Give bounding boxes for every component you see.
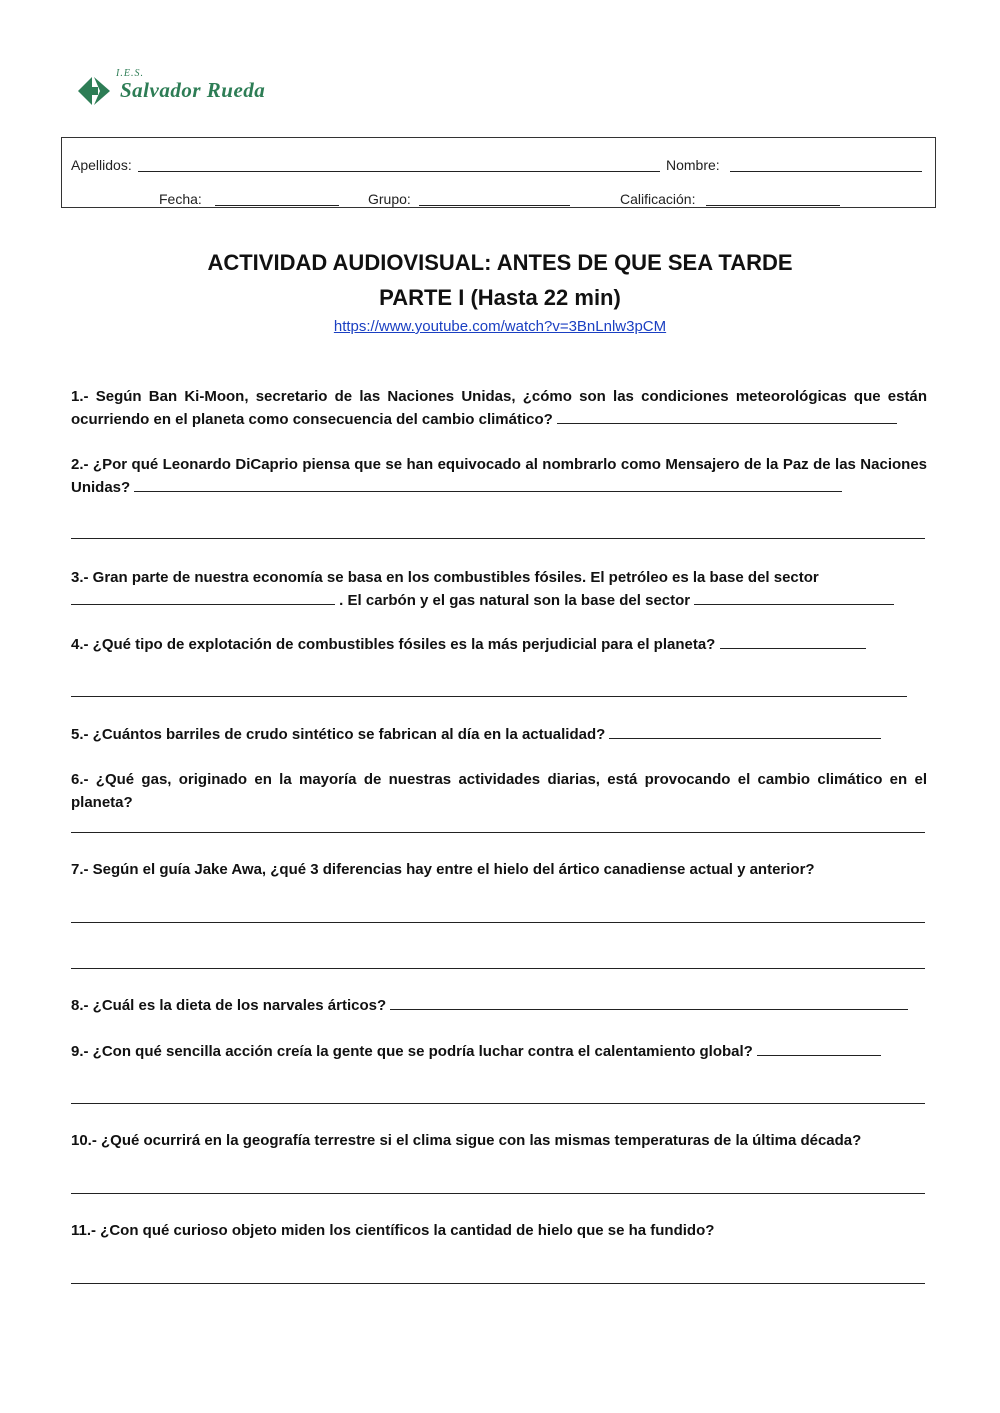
- question-text: 2.- ¿Por qué Leonardo DiCaprio piensa que se han equivocado al nombrarlo como Mensajero de la Paz de las Naciones Unidas?: [71, 456, 927, 496]
- student-info-box: [61, 137, 936, 208]
- logo-arrow-icon: [76, 74, 114, 108]
- question-text: 9.- ¿Con qué sencilla acción creía la gente que se podría luchar contra el calentamiento global?: [71, 1043, 753, 1060]
- question-text: 8.- ¿Cuál es la dieta de los narvales árticos?: [71, 997, 387, 1014]
- answer-line[interactable]: [71, 968, 925, 969]
- question-text: 1.- Según Ban Ki-Moon, secretario de las Naciones Unidas, ¿cómo son las condiciones meteorológicas que están ocurriendo en el planeta como consecuencia del cambio climático?: [71, 388, 927, 428]
- question-1: [71, 385, 927, 431]
- answer-line[interactable]: [71, 922, 925, 923]
- answer-blank[interactable]: [757, 1041, 881, 1056]
- nombre-label: Nombre:: [666, 157, 720, 173]
- answer-line[interactable]: [71, 538, 925, 539]
- question-text: 4.- ¿Qué tipo de explotación de combustibles fósiles es la más perjudicial para el planeta?: [71, 636, 716, 653]
- question-5: [71, 723, 927, 746]
- answer-line[interactable]: [71, 696, 907, 697]
- question-9: [71, 1040, 927, 1063]
- apellidos-label: Apellidos:: [71, 157, 132, 173]
- answer-blank[interactable]: [720, 634, 866, 649]
- grupo-field[interactable]: [419, 205, 570, 206]
- question-text: 5.- ¿Cuántos barriles de crudo sintético se fabrican al día en la actualidad?: [71, 726, 606, 743]
- question-text: 6.- ¿Qué gas, originado en la mayoría de nuestras actividades diarias, está provocando el cambio climático en el planeta?: [71, 771, 927, 811]
- question-text: 11.- ¿Con qué curioso objeto miden los científicos la cantidad de hielo que se ha fundido?: [71, 1222, 715, 1239]
- nombre-field[interactable]: [730, 171, 922, 172]
- fecha-label: Fecha:: [159, 191, 202, 207]
- fecha-field[interactable]: [215, 205, 339, 206]
- school-logo: [76, 68, 326, 112]
- answer-line[interactable]: [71, 1103, 925, 1104]
- logo-name: Salvador Rueda: [120, 78, 266, 102]
- question-text-b: . El carbón y el gas natural son la base del sector: [339, 592, 691, 609]
- question-3: [71, 566, 927, 612]
- question-8: [71, 994, 927, 1017]
- video-link[interactable]: https://www.youtube.com/watch?v=3BnLnlw3pCM: [333, 318, 667, 335]
- question-4: [71, 633, 927, 656]
- calificacion-label: Calificación:: [620, 191, 696, 207]
- question-text: 7.- Según el guía Jake Awa, ¿qué 3 diferencias hay entre el hielo del ártico canadiense actual y anterior?: [71, 861, 815, 878]
- page-title: ACTIVIDAD AUDIOVISUAL: ANTES DE QUE SEA TARDE: [207, 250, 793, 275]
- calificacion-field[interactable]: [706, 205, 840, 206]
- answer-blank[interactable]: [71, 590, 335, 605]
- question-7: [71, 858, 927, 881]
- answer-line[interactable]: [71, 1283, 925, 1284]
- question-10: [71, 1129, 927, 1152]
- grupo-label: Grupo:: [368, 191, 411, 207]
- question-11: [71, 1219, 927, 1242]
- question-text: 10.- ¿Qué ocurrirá en la geografía terrestre si el clima sigue con las mismas temperaturas de la última década?: [71, 1132, 862, 1149]
- answer-blank[interactable]: [557, 409, 897, 424]
- question-2: [71, 453, 927, 499]
- question-6: [71, 768, 927, 814]
- page-subtitle: PARTE I (Hasta 22 min): [379, 285, 621, 310]
- answer-blank[interactable]: [609, 724, 881, 739]
- logo-small-text: I.E.S.: [116, 68, 144, 79]
- answer-blank[interactable]: [694, 590, 894, 605]
- answer-blank[interactable]: [390, 995, 908, 1010]
- answer-line[interactable]: [71, 832, 925, 833]
- answer-blank[interactable]: [134, 477, 842, 492]
- apellidos-field[interactable]: [138, 171, 660, 172]
- question-text: 3.- Gran parte de nuestra economía se basa en los combustibles fósiles. El petróleo es la base del sector: [71, 569, 819, 586]
- answer-line[interactable]: [71, 1193, 925, 1194]
